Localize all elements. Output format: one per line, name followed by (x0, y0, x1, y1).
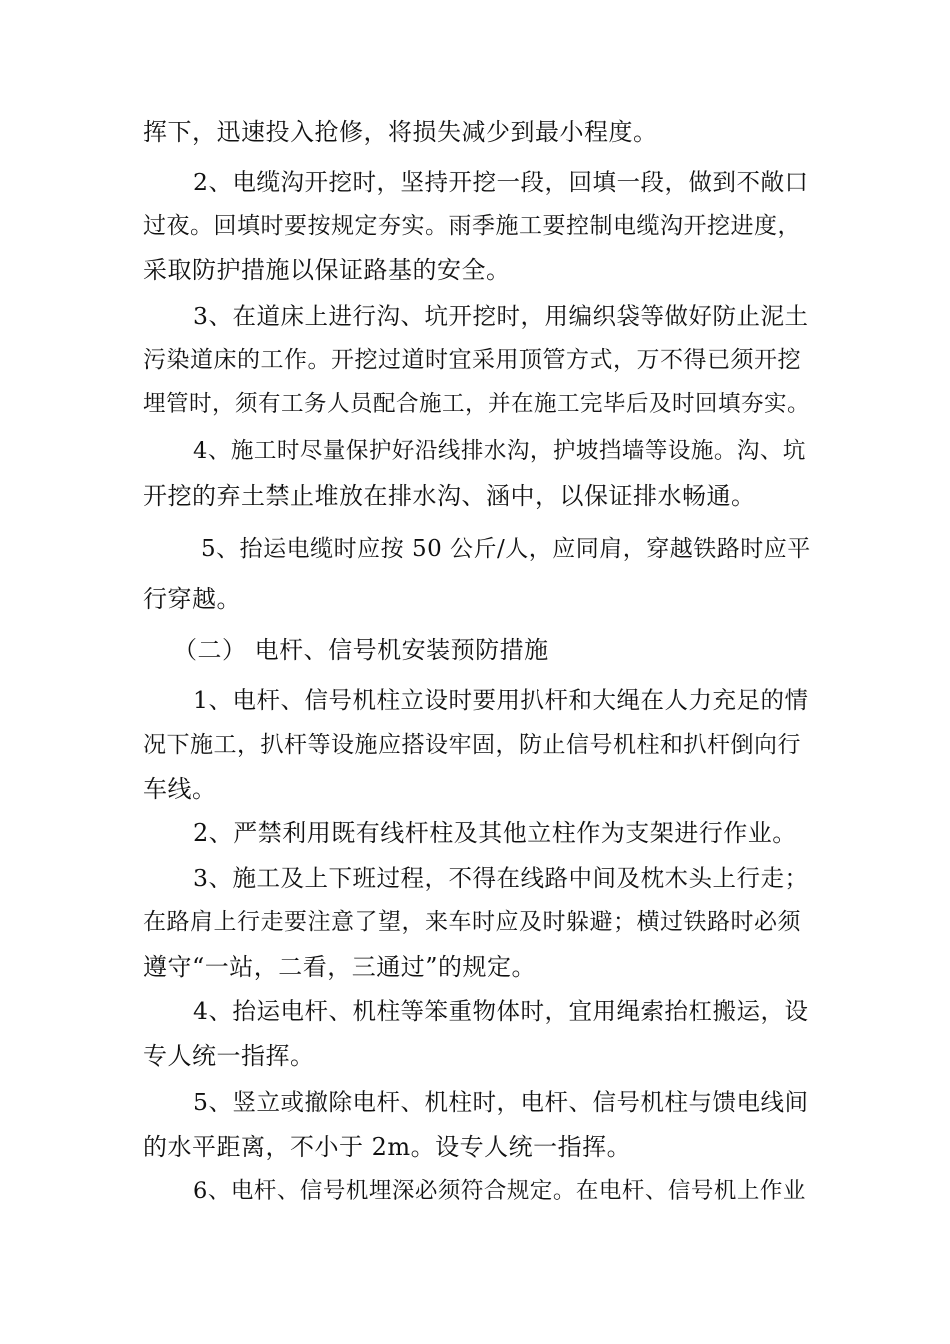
text-line: 4、抬运电杆、机柱等笨重物体时，宜用绳索抬杠搬运，设 (193, 997, 809, 1025)
text-line: 2、电缆沟开挖时，坚持开挖一段，回填一段，做到不敞口 (193, 168, 809, 196)
text-line: 的水平距离，不小于 2m。设专人统一指挥。 (143, 1133, 632, 1161)
text-line: 在路肩上行走要注意了望，来车时应及时躲避；横过铁路时必须 (143, 909, 801, 935)
section-heading: （二） 电杆、信号机安装预防措施 (173, 636, 549, 664)
text-line: 采取防护措施以保证路基的安全。 (143, 256, 511, 284)
text-line: 1、电杆、信号机柱立设时要用扒杆和大绳在人力充足的情 (193, 686, 809, 714)
text-line: 污染道床的工作。开挖过道时宜采用顶管方式，万不得已须开挖 (143, 347, 801, 373)
text-line: 5、抬运电缆时应按 50 公斤/人，应同肩，穿越铁路时应平 (201, 536, 811, 562)
text-line: 6、电杆、信号机埋深必须符合规定。在电杆、信号机上作业 (193, 1178, 806, 1204)
text-line: 专人统一指挥。 (143, 1042, 315, 1070)
text-line: 过夜。回填时要按规定夯实。雨季施工要控制电缆沟开挖进度， (143, 213, 801, 239)
text-line: 3、施工及上下班过程，不得在线路中间及枕木头上行走； (193, 864, 809, 892)
text-line: 挥下，迅速投入抢修，将损失减少到最小程度。 (143, 118, 658, 146)
text-line: 遵守“一站，二看，三通过”的规定。 (143, 953, 537, 981)
text-line: 5、竖立或撤除电杆、机柱时，电杆、信号机柱与馈电线间 (193, 1088, 809, 1116)
text-line: 4、施工时尽量保护好沿线排水沟，护坡挡墙等设施。沟、坑 (193, 438, 806, 464)
text-line: 车线。 (143, 775, 217, 803)
text-line: 开挖的弃土禁止堆放在排水沟、涵中，以保证排水畅通。 (143, 482, 756, 510)
text-line: 埋管时，须有工务人员配合施工，并在施工完毕后及时回填夯实。 (143, 391, 811, 417)
text-line: 2、严禁利用既有线杆柱及其他立柱作为支架进行作业。 (193, 819, 797, 847)
text-line: 况下施工，扒杆等设施应搭设牢固，防止信号机柱和扒杆倒向行 (143, 732, 801, 758)
text-line: 3、在道床上进行沟、坑开挖时，用编织袋等做好防止泥土 (193, 302, 809, 330)
text-line: 行穿越。 (143, 585, 241, 613)
